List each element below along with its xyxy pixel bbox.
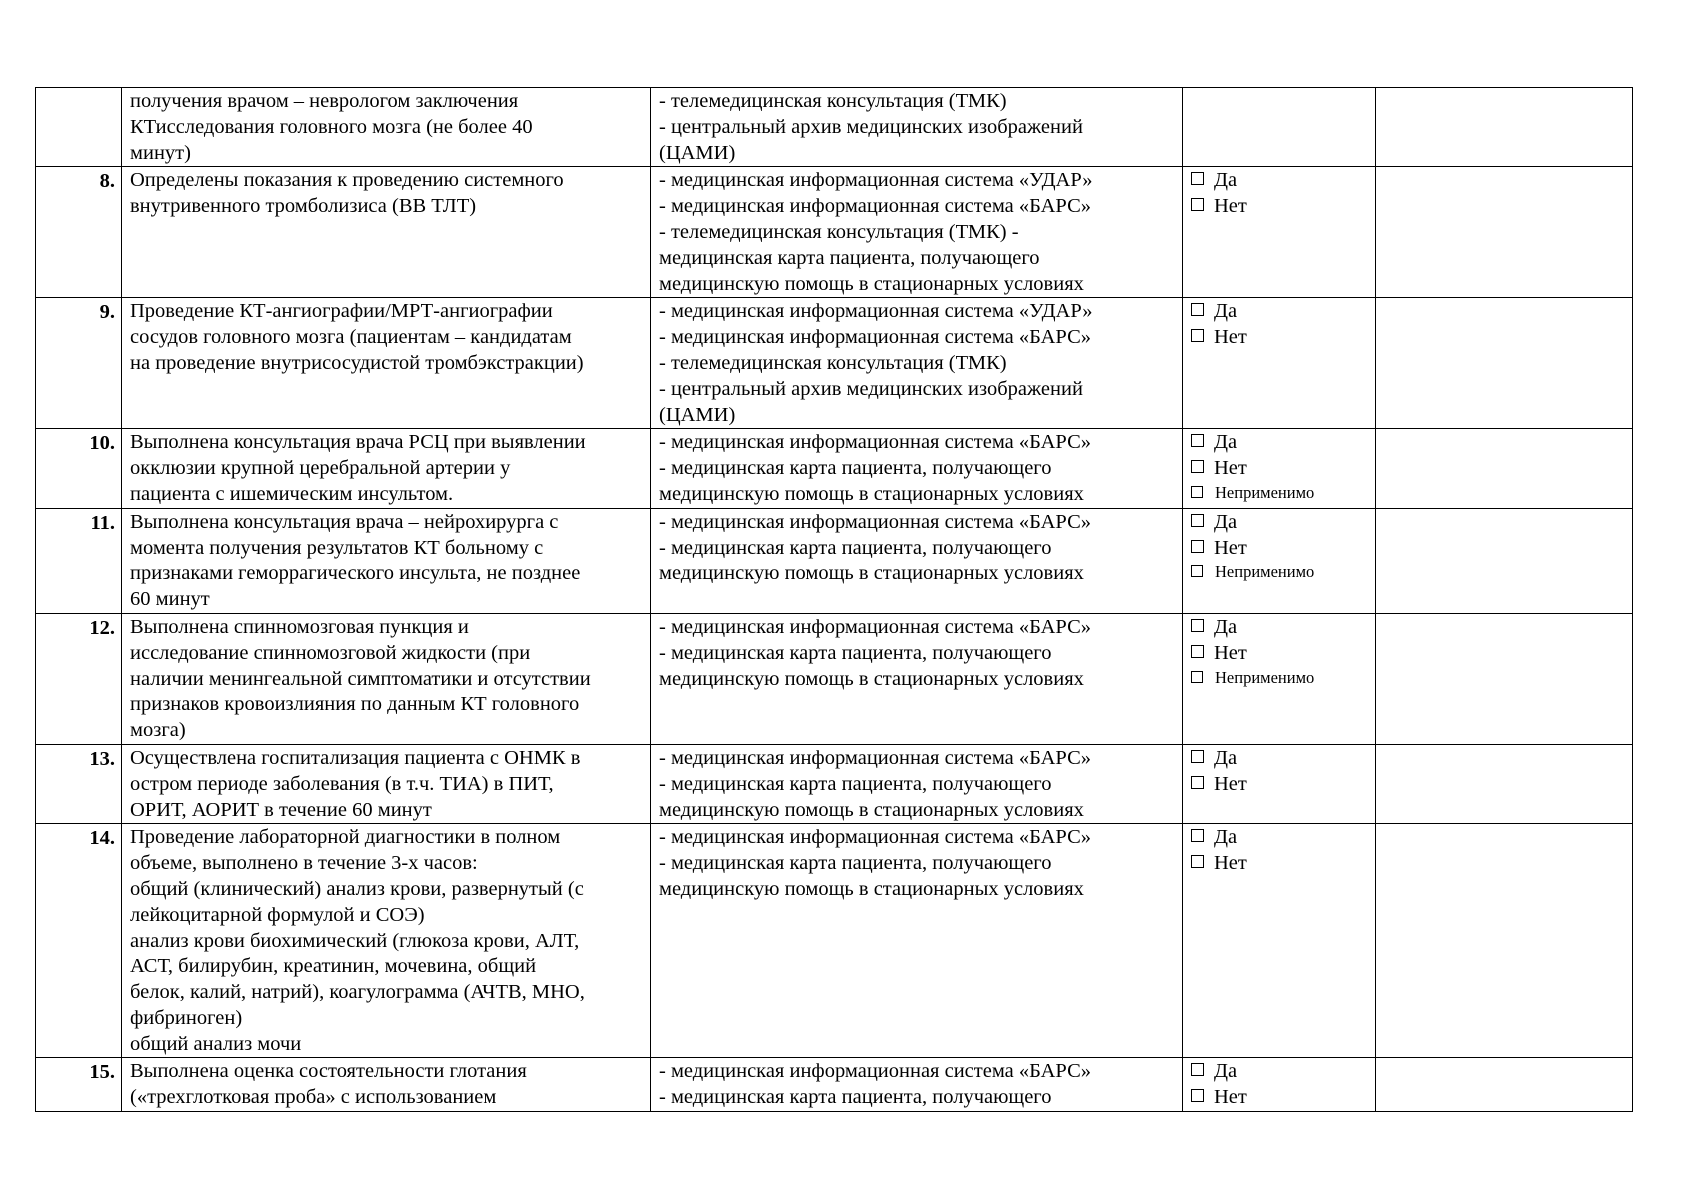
sources-cell bbox=[651, 1058, 1183, 1112]
criterion-line: («трехглотковая проба» с использованием bbox=[130, 1086, 497, 1109]
criterion-line: получения врачом – неврологом заключения bbox=[130, 90, 519, 112]
criterion-cell bbox=[122, 744, 651, 823]
checkbox-option[interactable] bbox=[1191, 510, 1369, 536]
row-number: 12. bbox=[89, 616, 115, 639]
source-line: медицинскую помощь в стационарных условиях bbox=[659, 482, 1084, 505]
row-number: 11. bbox=[90, 511, 115, 534]
criterion-cell bbox=[122, 613, 651, 744]
row-number-cell bbox=[36, 167, 122, 298]
checkbox-option[interactable] bbox=[1191, 482, 1369, 503]
options-cell bbox=[1183, 744, 1376, 823]
criterion-line: общий (клинический) анализ крови, развернутый (с bbox=[130, 877, 584, 900]
row-number-cell bbox=[36, 508, 122, 613]
criterion-line: окклюзии крупной церебральной артерии у bbox=[130, 457, 511, 480]
source-line: - медицинская карта пациента, получающего bbox=[659, 1086, 1052, 1109]
checkbox-label: Нет bbox=[1214, 457, 1247, 480]
notes-cell[interactable] bbox=[1376, 88, 1633, 167]
source-line: медицинская карта пациента, получающего bbox=[659, 246, 1040, 269]
criterion-cell bbox=[122, 167, 651, 298]
options-cell bbox=[1183, 824, 1376, 1058]
checkbox-label: Нет bbox=[1214, 536, 1247, 559]
checkbox-label: Нет bbox=[1214, 772, 1247, 795]
checkbox-icon[interactable] bbox=[1191, 434, 1204, 447]
criterion-line: наличии менингеальной симптоматики и отсутствии bbox=[130, 667, 591, 690]
criterion-cell bbox=[122, 429, 651, 508]
notes-cell[interactable] bbox=[1376, 824, 1633, 1058]
checkbox-option[interactable] bbox=[1191, 430, 1369, 456]
criterion-line: КТисследования головного мозга (не более 40 bbox=[130, 115, 533, 138]
criterion-line: остром периоде заболевания (в т.ч. ТИА) в ПИТ, bbox=[130, 772, 554, 795]
checkbox-label: Нет bbox=[1214, 326, 1247, 349]
notes-cell[interactable] bbox=[1376, 613, 1633, 744]
source-line: - медицинская информационная система «БАРС» bbox=[659, 1060, 1092, 1083]
checkbox-option[interactable] bbox=[1191, 641, 1369, 667]
notes-cell[interactable] bbox=[1376, 744, 1633, 823]
sources-cell bbox=[651, 613, 1183, 744]
notes-cell[interactable] bbox=[1376, 508, 1633, 613]
options-cell bbox=[1183, 1058, 1376, 1112]
criterion-line: Выполнена консультация врача РСЦ при выявлении bbox=[130, 431, 586, 454]
criterion-line: лейкоцитарной формулой и СОЭ) bbox=[130, 903, 425, 926]
table-row bbox=[36, 508, 1633, 613]
checkbox-icon[interactable] bbox=[1191, 671, 1203, 683]
criterion-cell bbox=[122, 1058, 651, 1112]
notes-cell[interactable] bbox=[1376, 298, 1633, 429]
checkbox-label: Нет bbox=[1214, 641, 1247, 664]
criterion-line: 60 минут bbox=[130, 588, 210, 611]
criterion-line: анализ крови биохимический (глюкоза крови, АЛТ, bbox=[130, 929, 580, 952]
checkbox-icon[interactable] bbox=[1191, 855, 1204, 868]
criterion-cell bbox=[122, 88, 651, 167]
row-number-cell bbox=[36, 298, 122, 429]
checkbox-label: Да bbox=[1214, 300, 1238, 323]
criterion-line: Проведение лабораторной диагностики в полном bbox=[130, 826, 561, 849]
source-line: - медицинская информационная система «БАРС» bbox=[659, 510, 1092, 533]
checkbox-option[interactable] bbox=[1191, 1059, 1369, 1085]
checkbox-label: Неприменимо bbox=[1215, 482, 1315, 502]
criterion-line: объеме, выполнено в течение 3-х часов: bbox=[130, 852, 478, 875]
source-line: - медицинская карта пациента, получающего bbox=[659, 457, 1052, 480]
criterion-line: мозга) bbox=[130, 719, 186, 742]
source-line: - медицинская информационная система «БАРС» bbox=[659, 195, 1092, 218]
options-cell bbox=[1183, 613, 1376, 744]
criterion-line: внутривенного тромболизиса (ВВ ТЛТ) bbox=[130, 195, 477, 218]
checkbox-icon[interactable] bbox=[1191, 198, 1204, 211]
notes-cell[interactable] bbox=[1376, 167, 1633, 298]
checkbox-label: Да bbox=[1214, 826, 1238, 849]
row-number-cell bbox=[36, 88, 122, 167]
criterion-line: минут) bbox=[130, 141, 191, 164]
table-row bbox=[36, 613, 1633, 744]
checkbox-option[interactable] bbox=[1191, 615, 1369, 641]
checkbox-icon[interactable] bbox=[1191, 645, 1204, 658]
checkbox-label: Да bbox=[1214, 510, 1238, 533]
source-line: - телемедицинская консультация (ТМК) bbox=[659, 351, 1007, 374]
source-line: - медицинская информационная система «БАРС» bbox=[659, 431, 1092, 454]
row-number: 8. bbox=[99, 170, 115, 193]
table-row bbox=[36, 824, 1633, 1058]
table-row bbox=[36, 744, 1633, 823]
row-number: 15. bbox=[89, 1061, 115, 1084]
criterion-line: Выполнена оценка состоятельности глотания bbox=[130, 1060, 527, 1083]
checkbox-label: Нет bbox=[1214, 195, 1247, 218]
checkbox-icon[interactable] bbox=[1191, 1089, 1204, 1102]
criterion-line: Проведение КТ-ангиографии/МРТ-ангиографии bbox=[130, 300, 553, 323]
criterion-line: Определены показания к проведению системного bbox=[130, 169, 564, 192]
checkbox-label: Да bbox=[1214, 431, 1238, 454]
checkbox-option[interactable] bbox=[1191, 168, 1369, 194]
checkbox-label: Да bbox=[1214, 615, 1238, 638]
criterion-line: на проведение внутрисосудистой тромбэкстракции) bbox=[130, 351, 584, 374]
checkbox-label: Да bbox=[1214, 1060, 1238, 1083]
sources-cell bbox=[651, 824, 1183, 1058]
source-line: - медицинская информационная система «БАРС» bbox=[659, 615, 1092, 638]
source-line: медицинскую помощь в стационарных условиях bbox=[659, 798, 1084, 821]
criterion-line: признаков кровоизлияния по данным КТ головного bbox=[130, 693, 580, 716]
criterion-line: белок, калий, натрий), коагулограмма (АЧТВ, МНО, bbox=[130, 981, 585, 1004]
row-number-cell bbox=[36, 613, 122, 744]
checkbox-label: Нет bbox=[1214, 1086, 1247, 1109]
checkbox-icon[interactable] bbox=[1191, 1063, 1204, 1076]
source-line: - телемедицинская консультация (ТМК) - bbox=[659, 220, 1019, 243]
table-row bbox=[36, 167, 1633, 298]
checkbox-icon[interactable] bbox=[1191, 303, 1204, 316]
sources-cell bbox=[651, 88, 1183, 167]
checkbox-icon[interactable] bbox=[1191, 776, 1204, 789]
checkbox-option[interactable] bbox=[1191, 194, 1369, 220]
criterion-line: ОРИТ, АОРИТ в течение 60 минут bbox=[130, 798, 432, 821]
table-row bbox=[36, 429, 1633, 508]
checkbox-icon[interactable] bbox=[1191, 829, 1204, 842]
sources-cell bbox=[651, 429, 1183, 508]
row-number-cell bbox=[36, 429, 122, 508]
sources-cell bbox=[651, 508, 1183, 613]
checkbox-icon[interactable] bbox=[1191, 540, 1204, 553]
checklist-table bbox=[35, 87, 1633, 1112]
table-row bbox=[36, 298, 1633, 429]
row-number: 14. bbox=[89, 827, 115, 850]
notes-cell[interactable] bbox=[1376, 429, 1633, 508]
source-line: (ЦАМИ) bbox=[659, 403, 736, 426]
source-line: медицинскую помощь в стационарных условиях bbox=[659, 272, 1084, 295]
row-number-cell bbox=[36, 1058, 122, 1112]
row-number: 13. bbox=[89, 747, 115, 770]
options-cell bbox=[1183, 429, 1376, 508]
row-number: 10. bbox=[89, 432, 115, 455]
checklist-body bbox=[36, 88, 1633, 1112]
criterion-line: пациента с ишемическим инсультом. bbox=[130, 482, 454, 505]
criterion-line: признаками геморрагического инсульта, не позднее bbox=[130, 562, 581, 585]
source-line: медицинскую помощь в стационарных условиях bbox=[659, 667, 1084, 690]
checkbox-icon[interactable] bbox=[1191, 172, 1204, 185]
checkbox-option[interactable] bbox=[1191, 536, 1369, 562]
source-line: - телемедицинская консультация (ТМК) bbox=[659, 90, 1007, 112]
criterion-cell bbox=[122, 508, 651, 613]
table-row bbox=[36, 1058, 1633, 1112]
row-number-cell bbox=[36, 744, 122, 823]
source-line: медицинскую помощь в стационарных условиях bbox=[659, 877, 1084, 900]
source-line: - медицинская карта пациента, получающего bbox=[659, 536, 1052, 559]
options-cell bbox=[1183, 508, 1376, 613]
criterion-line: Выполнена консультация врача – нейрохирурга с bbox=[130, 510, 559, 533]
source-line: - медицинская информационная система «БАРС» bbox=[659, 826, 1092, 849]
checkbox-icon[interactable] bbox=[1191, 750, 1204, 763]
criterion-line: Осуществлена госпитализация пациента с ОНМК в bbox=[130, 746, 581, 769]
sources-cell bbox=[651, 744, 1183, 823]
checkbox-label: Да bbox=[1214, 169, 1238, 192]
source-line: медицинскую помощь в стационарных условиях bbox=[659, 562, 1084, 585]
criterion-cell bbox=[122, 824, 651, 1058]
checkbox-option[interactable] bbox=[1191, 825, 1369, 851]
checkbox-icon[interactable] bbox=[1191, 460, 1204, 473]
criterion-line: Выполнена спинномозговая пункция и bbox=[130, 615, 469, 638]
options-cell bbox=[1183, 298, 1376, 429]
sources-cell bbox=[651, 167, 1183, 298]
criterion-line: фибриноген) bbox=[130, 1006, 243, 1029]
source-line: - медицинская карта пациента, получающего bbox=[659, 852, 1052, 875]
source-line: - медицинская информационная система «УДАР» bbox=[659, 169, 1093, 192]
source-line: - медицинская информационная система «БАРС» bbox=[659, 746, 1092, 769]
criterion-line: общий анализ мочи bbox=[130, 1032, 302, 1055]
checkbox-option[interactable] bbox=[1191, 746, 1369, 772]
criterion-line: момента получения результатов КТ больному с bbox=[130, 536, 544, 559]
table-row bbox=[36, 88, 1633, 167]
source-line: - центральный архив медицинских изображений bbox=[659, 377, 1083, 400]
checkbox-option[interactable] bbox=[1191, 772, 1369, 798]
checkbox-option[interactable] bbox=[1191, 299, 1369, 325]
checkbox-option[interactable] bbox=[1191, 325, 1369, 351]
row-number-cell bbox=[36, 824, 122, 1058]
source-line: - медицинская карта пациента, получающего bbox=[659, 641, 1052, 664]
checkbox-label: Неприменимо bbox=[1215, 562, 1315, 582]
criterion-line: исследование спинномозговой жидкости (при bbox=[130, 641, 531, 664]
source-line: - центральный архив медицинских изображений bbox=[659, 115, 1083, 138]
options-cell bbox=[1183, 167, 1376, 298]
checkbox-icon[interactable] bbox=[1191, 486, 1203, 498]
row-number: 9. bbox=[99, 301, 115, 324]
checkbox-icon[interactable] bbox=[1191, 619, 1204, 632]
source-line: (ЦАМИ) bbox=[659, 141, 736, 164]
checkbox-option[interactable] bbox=[1191, 456, 1369, 482]
checkbox-option[interactable] bbox=[1191, 561, 1369, 582]
checkbox-option[interactable] bbox=[1191, 851, 1369, 877]
checkbox-label: Да bbox=[1214, 746, 1238, 769]
checkbox-label: Нет bbox=[1214, 852, 1247, 875]
criterion-line: сосудов головного мозга (пациентам – кандидатам bbox=[130, 326, 572, 349]
source-line: - медицинская карта пациента, получающего bbox=[659, 772, 1052, 795]
checkbox-icon[interactable] bbox=[1191, 329, 1204, 342]
source-line: - медицинская информационная система «УДАР» bbox=[659, 300, 1093, 323]
criterion-cell bbox=[122, 298, 651, 429]
checkbox-option[interactable] bbox=[1191, 667, 1369, 688]
criterion-line: АСТ, билирубин, креатинин, мочевина, общий bbox=[130, 955, 537, 978]
notes-cell[interactable] bbox=[1376, 1058, 1633, 1112]
checkbox-label: Неприменимо bbox=[1215, 667, 1315, 687]
source-line: - медицинская информационная система «БАРС» bbox=[659, 326, 1092, 349]
checkbox-icon[interactable] bbox=[1191, 514, 1204, 527]
checkbox-option[interactable] bbox=[1191, 1085, 1369, 1111]
options-cell bbox=[1183, 88, 1376, 167]
checkbox-icon[interactable] bbox=[1191, 565, 1203, 577]
sources-cell bbox=[651, 298, 1183, 429]
